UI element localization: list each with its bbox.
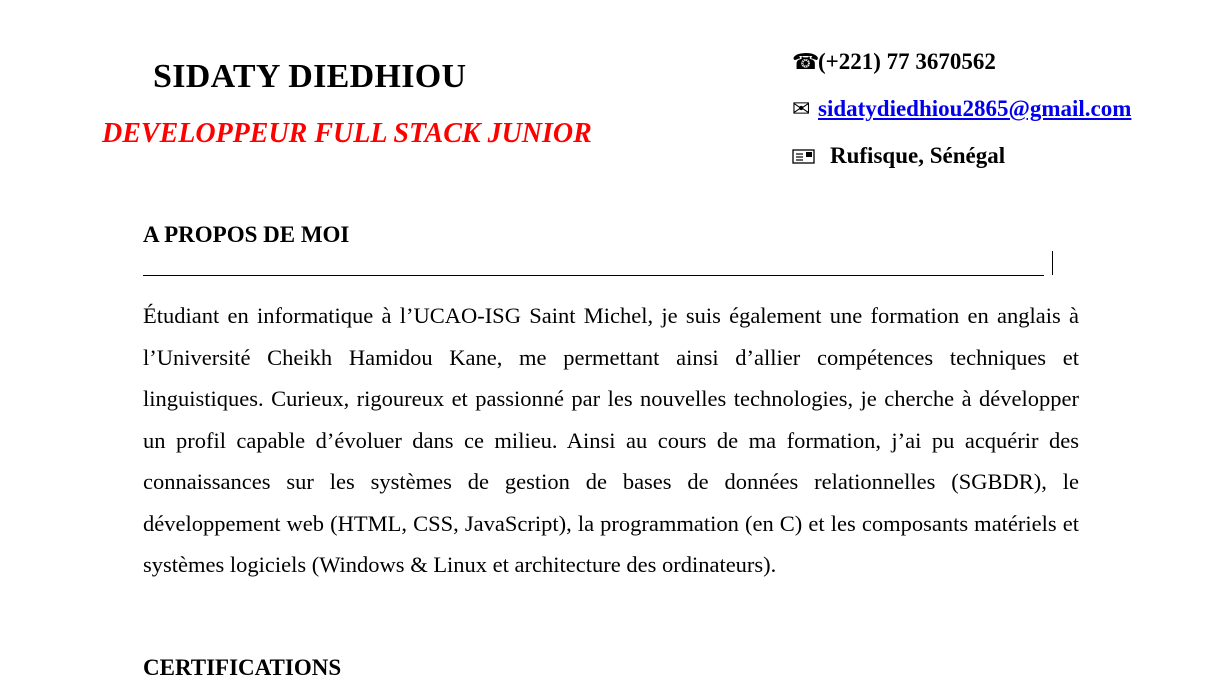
job-title: DEVELOPPEUR FULL STACK JUNIOR	[102, 118, 592, 149]
contact-phone	[792, 49, 996, 75]
email-link[interactable]: sidatydiedhiou2865@gmail.com	[818, 96, 1132, 121]
contact-email	[792, 96, 1131, 122]
phone-number: (+221) 77 3670562	[818, 49, 996, 74]
section-divider	[143, 275, 1044, 276]
address-card-icon	[792, 147, 818, 165]
certifications-section-title: CERTIFICATIONS	[143, 655, 342, 680]
contact-address	[792, 143, 1005, 169]
address-text: Rufisque, Sénégal	[830, 143, 1006, 168]
candidate-name: SIDATY DIEDHIOU	[153, 58, 467, 95]
text-cursor	[1052, 251, 1053, 275]
envelope-icon: ✉	[792, 96, 811, 121]
about-paragraph: Étudiant en informatique à l’UCAO-ISG Saint Michel, je suis également une formation en anglais à l’Université Cheikh Hamidou Kane, me permettant ainsi d’allier compétences techniques et linguistiques. Curieux, rigoureux et passionné par les nouvelles technologies, je cherche à développer un profil capable d’évoluer dans ce milieu. Ainsi au cours de ma formation, j’ai pu acquérir des connaissances sur les systèmes de gestion de bases de données relationnelles (SGBDR), le développement web (HTML, CSS, JavaScript), la programmation (en C) et les composants matériels et systèmes logiciels (Windows & Linux et architecture des ordinateurs).	[143, 303, 1079, 577]
about-section-title: A PROPOS DE MOI	[143, 222, 350, 247]
phone-icon: ☎	[792, 49, 820, 74]
